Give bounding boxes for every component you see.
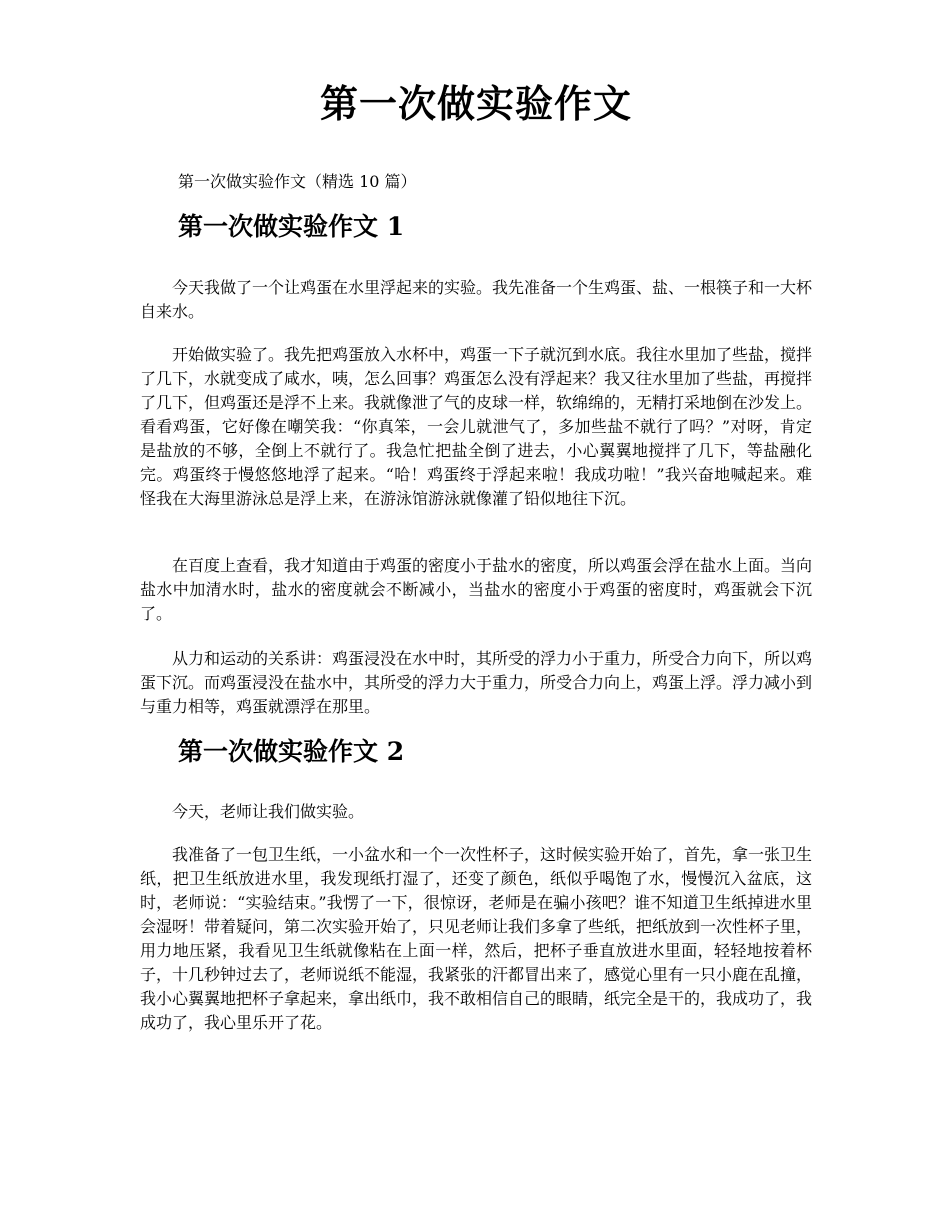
section-heading: 第一次做实验作文 2 — [178, 737, 405, 766]
document-title: 第一次做实验作文 — [319, 81, 632, 126]
paragraph: 今天，老师让我们做实验。 — [172, 802, 365, 821]
paragraph: 从力和运动的关系讲：鸡蛋浸没在水中时，其所受的浮力小于重力，所受合力向下，所以鸡蛋下沉。而鸡蛋浸没在盐水中，其所受的浮力大于重力，所受合力向上，鸡蛋上浮。浮力减小到与重力相等，鸡蛋就漂浮在那里。 — [140, 649, 813, 716]
document-intro: 第一次做实验作文（精选 10 篇） — [178, 172, 417, 191]
paragraph: 开始做实验了。我先把鸡蛋放入水杯中，鸡蛋一下子就沉到水底。我往水里加了些盐，搅拌了几下，水就变成了咸水，咦，怎么回事？鸡蛋怎么没有浮起来？我又往水里加了些盐，再搅拌了几下，但鸡蛋还是浮不上来。我就像泄了气的皮球一样，软绵绵的，无精打采地倒在沙发上。看看鸡蛋，它好像在嘲笑我：“你真笨，一会儿就泄气了，多加些盐不就行了吗？”对呀，肯定是盐放的不够，全倒上不就行了。我急忙把盐全倒了进去，小心翼翼地搅拌了几下，等盐融化完。鸡蛋终于慢悠悠地浮了起来。“哈！鸡蛋终于浮起来啦！我成功啦！”我兴奋地喊起来。难怪我在大海里游泳总是浮上来，在游泳馆游泳就像灌了铅似地往下沉。 — [140, 345, 813, 508]
paragraph: 今天我做了一个让鸡蛋在水里浮起来的实验。我先准备一个生鸡蛋、盐、一根筷子和一大杯自来水。 — [140, 278, 813, 321]
paragraph: 在百度上查看，我才知道由于鸡蛋的密度小于盐水的密度，所以鸡蛋会浮在盐水上面。当向盐水中加清水时，盐水的密度就会不断减小，当盐水的密度小于鸡蛋的密度时，鸡蛋就会下沉了。 — [140, 556, 813, 623]
paragraph: 我准备了一包卫生纸，一小盆水和一个一次性杯子，这时候实验开始了，首先，拿一张卫生纸，把卫生纸放进水里，我发现纸打湿了，还变了颜色，纸似乎喝饱了水，慢慢沉入盆底，这时，老师说：“实验结束。”我愣了一下，很惊讶，老师是在骗小孩吧？谁不知道卫生纸掉进水里会湿呀！带着疑问，第二次实验开始了，只见老师让我们多拿了些纸，把纸放到一次性杯子里，用力地压紧，我看见卫生纸就像粘在上面一样，然后，把杯子垂直放进水里面，轻轻地按着杯子，十几秒钟过去了，老师说纸不能湿，我紧张的汗都冒出来了，感觉心里有一只小鹿在乱撞，我小心翼翼地把杯子拿起来，拿出纸巾，我不敢相信自己的眼睛，纸完全是干的，我成功了，我成功了，我心里乐开了花。 — [140, 845, 813, 1032]
section-heading: 第一次做实验作文 1 — [178, 212, 405, 241]
